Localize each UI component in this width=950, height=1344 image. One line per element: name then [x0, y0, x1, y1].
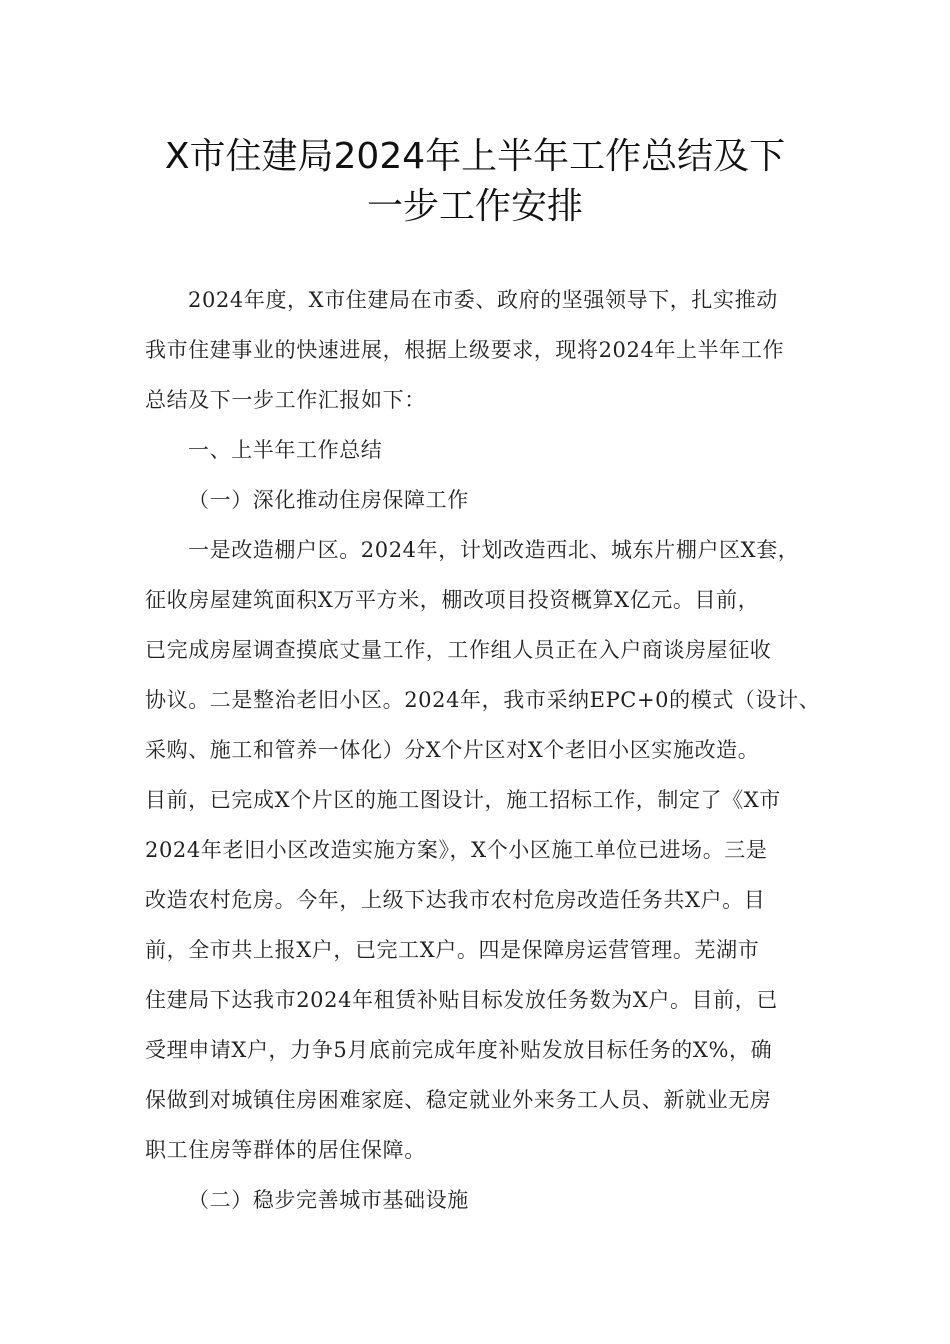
body-paragraph-line: 前，全市共上报X户，已完工X户。四是保障房运营管理。芜湖市 [145, 938, 760, 962]
document-title-line-1: X市住建局2024年上半年工作总结及下 [164, 136, 786, 177]
body-paragraph-line: 受理申请X户，力争5月底前完成年度补贴发放目标任务的X%，确 [145, 1038, 773, 1062]
body-paragraph-line: 协议。二是整治老旧小区。2024年，我市采纳EPC+0的模式（设计、 [145, 688, 821, 712]
subsection-heading: （二）稳步完善城市基础设施 [188, 1188, 469, 1212]
document-title-line-2: 一步工作安排 [366, 186, 583, 227]
intro-paragraph-line: 2024年度，X市住建局在市委、政府的坚强领导下，扎实推动 [188, 288, 778, 312]
body-paragraph-line: 采购、施工和管养一体化）分X个片区对X个老旧小区实施改造。 [145, 738, 760, 762]
body-paragraph-line: 住建局下达我市2024年租赁补贴目标发放任务数为X户。目前，已 [145, 988, 778, 1012]
intro-paragraph-line: 我市住建事业的快速进展，根据上级要求，现将2024年上半年工作 [145, 338, 785, 362]
subsection-heading: （一）深化推动住房保障工作 [188, 488, 469, 512]
body-paragraph-line: 改造农村危房。今年，上级下达我市农村危房改造任务共X户。目 [145, 888, 766, 912]
body-paragraph-line: 目前，已完成X个片区的施工图设计，施工招标工作，制定了《X市 [145, 788, 781, 812]
body-paragraph-line: 已完成房屋调查摸底丈量工作，工作组人员正在入户商谈房屋征收 [145, 638, 772, 662]
intro-paragraph-line: 总结及下一步工作汇报如下： [145, 388, 426, 412]
body-paragraph-line: 一是改造棚户区。2024年，计划改造西北、城东片棚户区X套， [188, 538, 800, 562]
body-paragraph-line: 2024年老旧小区改造实施方案》，X个小区施工单位已进场。三是 [145, 838, 768, 862]
body-paragraph-line: 保做到对城镇住房困难家庭、稳定就业外来务工人员、新就业无房 [145, 1088, 772, 1112]
section-heading: 一、上半年工作总结 [188, 438, 383, 462]
body-paragraph-line: 征收房屋建筑面积X万平方米，棚改项目投资概算X亿元。目前， [145, 588, 760, 612]
body-paragraph-line: 职工住房等群体的居住保障。 [145, 1138, 426, 1162]
